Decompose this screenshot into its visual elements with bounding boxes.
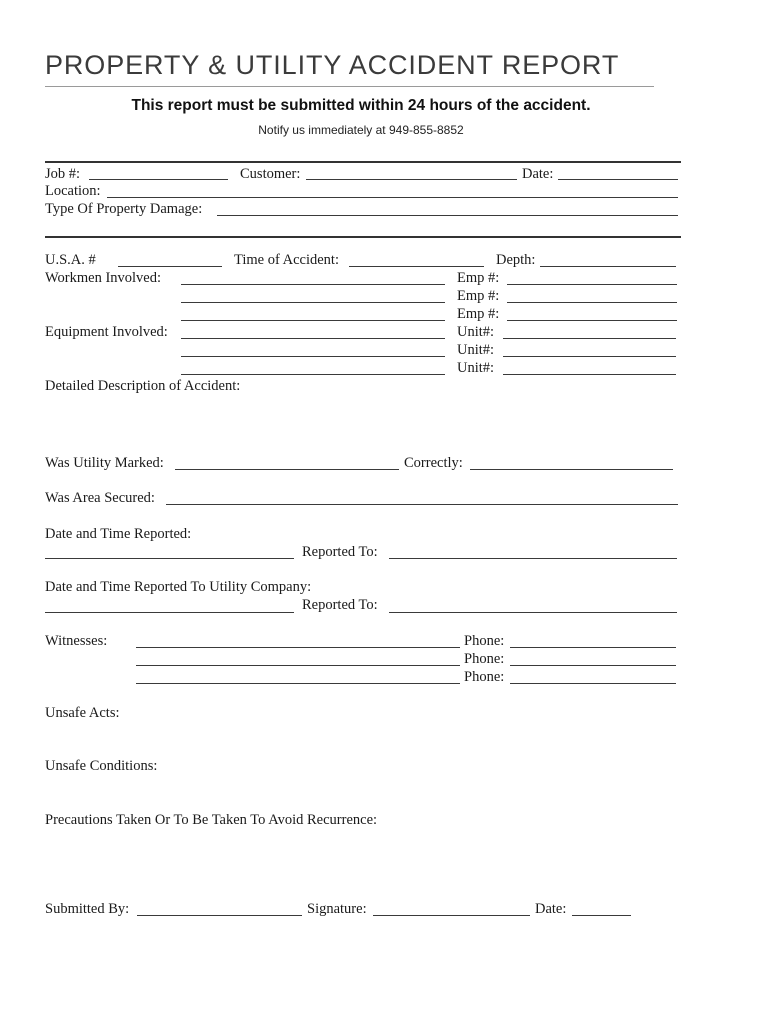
witness-field-2[interactable] [136,665,460,666]
workmen-field-3[interactable] [181,320,445,321]
emp-field-1[interactable] [507,284,677,285]
unit-field-1[interactable] [503,338,676,339]
description-label: Detailed Description of Accident: [45,378,241,394]
title-divider [45,86,654,87]
job-field[interactable] [89,179,228,180]
correctly-field[interactable] [470,469,673,470]
date-time-reported-utility-label: Date and Time Reported To Utility Company: [45,579,312,595]
signature-field[interactable] [373,915,530,916]
date-time-reported-utility-field[interactable] [45,612,294,613]
submitted-by-label: Submitted By: [45,901,130,917]
phone-field-1[interactable] [510,647,676,648]
customer-field[interactable] [306,179,517,180]
damage-type-field[interactable] [217,215,678,216]
location-label: Location: [45,183,101,199]
unit-field-2[interactable] [503,356,676,357]
date-label: Date: [522,166,554,182]
submitted-date-label: Date: [535,901,567,917]
utility-marked-field[interactable] [175,469,399,470]
workmen-field-2[interactable] [181,302,445,303]
depth-label: Depth: [496,252,536,268]
phone-label-3: Phone: [464,669,505,685]
reported-to-field-2[interactable] [389,612,677,613]
witness-field-1[interactable] [136,647,460,648]
damage-type-label: Type Of Property Damage: [45,201,203,217]
reported-to-label-2: Reported To: [302,597,378,613]
page-title: PROPERTY & UTILITY ACCIDENT REPORT [45,50,620,80]
unit-label-2: Unit#: [457,342,495,358]
phone-label-2: Phone: [464,651,505,667]
location-field[interactable] [107,197,678,198]
contact-notice: Notify us immediately at 949-855-8852 [258,123,464,137]
time-of-accident-field[interactable] [349,266,484,267]
equipment-label: Equipment Involved: [45,324,168,340]
equipment-field-3[interactable] [181,374,445,375]
equipment-field-1[interactable] [181,338,445,339]
phone-label-1: Phone: [464,633,505,649]
submitted-by-field[interactable] [137,915,302,916]
emp-label-2: Emp #: [457,288,500,304]
depth-field[interactable] [540,266,676,267]
area-secured-field[interactable] [166,504,678,505]
emp-field-2[interactable] [507,302,677,303]
unsafe-acts-label: Unsafe Acts: [45,705,120,721]
date-time-reported-field[interactable] [45,558,294,559]
witness-field-3[interactable] [136,683,460,684]
job-label: Job #: [45,166,81,182]
workmen-label: Workmen Involved: [45,270,162,286]
signature-label: Signature: [307,901,367,917]
submission-notice: This report must be submitted within 24 hours of the accident. [131,97,591,114]
emp-field-3[interactable] [507,320,677,321]
unit-label-1: Unit#: [457,324,495,340]
emp-label-1: Emp #: [457,270,500,286]
equipment-field-2[interactable] [181,356,445,357]
customer-label: Customer: [240,166,301,182]
date-time-reported-label: Date and Time Reported: [45,526,192,542]
precautions-label: Precautions Taken Or To Be Taken To Avoid Recurrence: [45,812,378,828]
reported-to-field-1[interactable] [389,558,677,559]
usa-field[interactable] [118,266,222,267]
unsafe-conditions-label: Unsafe Conditions: [45,758,158,774]
submitted-date-field[interactable] [572,915,631,916]
utility-marked-label: Was Utility Marked: [45,455,164,471]
correctly-label: Correctly: [404,455,463,471]
reported-to-label-1: Reported To: [302,544,378,560]
unit-field-3[interactable] [503,374,676,375]
date-field[interactable] [558,179,678,180]
phone-field-2[interactable] [510,665,676,666]
phone-field-3[interactable] [510,683,676,684]
emp-label-3: Emp #: [457,306,500,322]
section-divider-middle [45,236,681,238]
workmen-field-1[interactable] [181,284,445,285]
time-of-accident-label: Time of Accident: [234,252,339,268]
section-divider-top [45,161,681,163]
usa-label: U.S.A. # [45,252,96,268]
witnesses-label: Witnesses: [45,633,108,649]
unit-label-3: Unit#: [457,360,495,376]
area-secured-label: Was Area Secured: [45,490,155,506]
